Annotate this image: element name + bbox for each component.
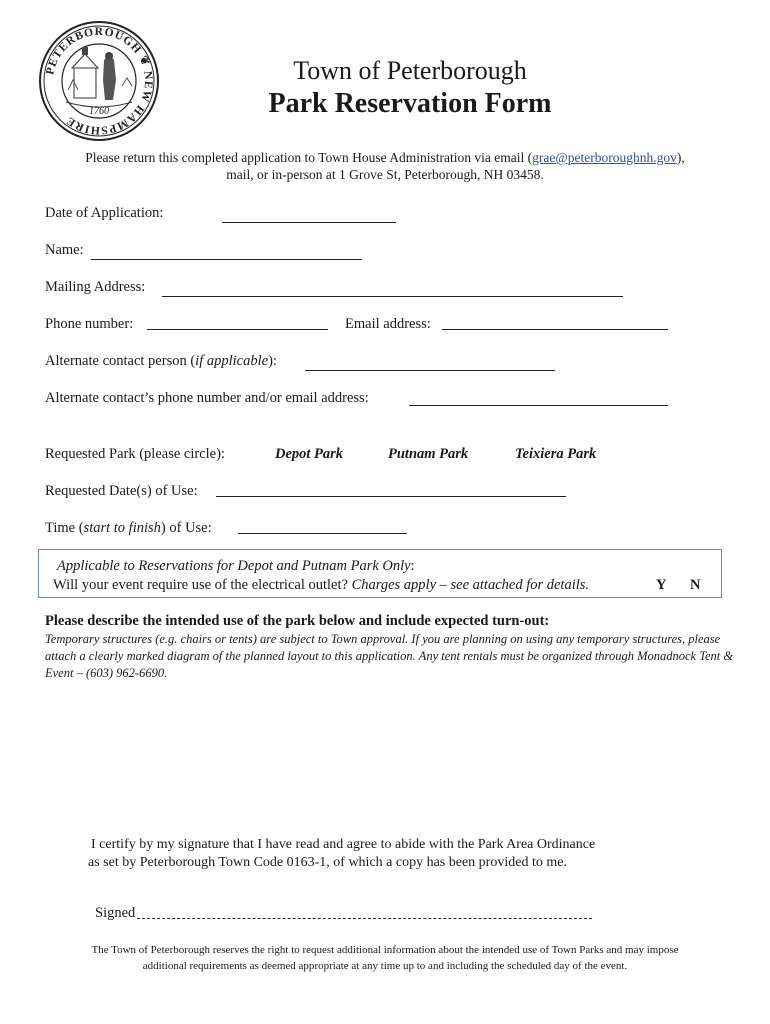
certification-text	[88, 836, 595, 872]
time-label	[45, 520, 212, 537]
alt-contact-pre: Alternate contact person (	[45, 353, 196, 369]
intro-line2: mail, or in-person at 1 Grove St, Peterborough, NH 03458.	[226, 167, 544, 182]
electrical-applicable-text: Applicable to Reservations for Depot and Putnam Park Only	[57, 558, 411, 574]
electrical-box	[38, 549, 722, 598]
phone-field[interactable]	[147, 329, 328, 330]
electrical-applicable	[57, 558, 415, 575]
park-option-depot[interactable]: Depot Park	[275, 446, 344, 462]
time-post: ) of Use:	[160, 520, 212, 536]
email-label: Email address:	[345, 316, 431, 332]
form-title: Park Reservation Form	[268, 88, 552, 119]
date-field[interactable]	[222, 222, 396, 223]
dates-label: Requested Date(s) of Use:	[45, 483, 198, 499]
electrical-yes-option[interactable]: Y	[656, 577, 667, 593]
svg-text:1760: 1760	[89, 106, 109, 117]
alt-contact-label	[45, 353, 277, 370]
name-field[interactable]	[91, 259, 362, 260]
alt-contact-post: ):	[268, 353, 277, 369]
signature-field[interactable]	[137, 918, 592, 919]
certification-line1: I certify by my signature that I have read and agree to abide with the Park Area Ordinance	[91, 837, 596, 852]
footer-line1: The Town of Peterborough reserves the right to request additional information about the intended use of Town Parks and may impose	[91, 944, 679, 956]
email-link[interactable]: grae@peterboroughnh.gov	[532, 150, 677, 165]
electrical-question	[53, 577, 589, 594]
time-field[interactable]	[238, 533, 407, 534]
electrical-colon: :	[410, 558, 415, 574]
alt-phone-field[interactable]	[409, 405, 668, 406]
address-label: Mailing Address:	[45, 279, 146, 295]
svg-text:PETERBOROUGH ❦ NEW HAMPSHIRE: PETERBOROUGH ❦ NEW HAMPSHIRE	[44, 25, 155, 137]
alt-phone-label: Alternate contact’s phone number and/or email address:	[45, 390, 369, 406]
footer-disclaimer	[40, 942, 730, 974]
electrical-no-option[interactable]: N	[690, 577, 701, 593]
time-pre: Time (	[45, 520, 84, 536]
address-field[interactable]	[162, 296, 623, 297]
email-field[interactable]	[442, 329, 668, 330]
signed-label: Signed	[95, 905, 136, 921]
alt-contact-field[interactable]	[305, 370, 555, 371]
phone-label: Phone number:	[45, 316, 134, 332]
town-name: Town of Peterborough	[293, 56, 527, 85]
dates-field[interactable]	[216, 496, 566, 497]
use-note: Temporary structures (e.g. chairs or tents) are subject to Town approval. If you are planning on using any temporary structures, please attach a clearly marked diagram of the planned layout to this application. Any tent rentals must be organized through Monadnock Tent & Event – (603) 962-6690.	[45, 632, 734, 680]
intro-text-before: Please return this completed application to Town House Administration via email (	[85, 150, 533, 165]
certification-line2: as set by Peterborough Town Code 0163-1, of which a copy has been provided to me.	[88, 855, 567, 870]
intro-text-after: ),	[676, 150, 685, 165]
alt-contact-em: if applicable	[195, 353, 269, 369]
time-em: start to finish	[83, 520, 161, 536]
name-label: Name:	[45, 242, 84, 258]
electrical-question-text: Will your event require use of the electrical outlet?	[53, 577, 348, 593]
use-heading: Please describe the intended use of the park below and include expected turn-out:	[45, 613, 550, 629]
park-option-teixiera[interactable]: Teixiera Park	[515, 446, 597, 462]
date-label: Date of Application:	[45, 205, 164, 221]
electrical-charges: Charges apply – see attached for details.	[351, 577, 590, 593]
park-label: Requested Park (please circle):	[45, 446, 225, 462]
footer-line2: additional requirements as deemed appropriate at any time up to and including the scheduled day of the event.	[142, 960, 628, 972]
park-option-putnam[interactable]: Putnam Park	[388, 446, 469, 462]
intro-text	[40, 149, 730, 183]
